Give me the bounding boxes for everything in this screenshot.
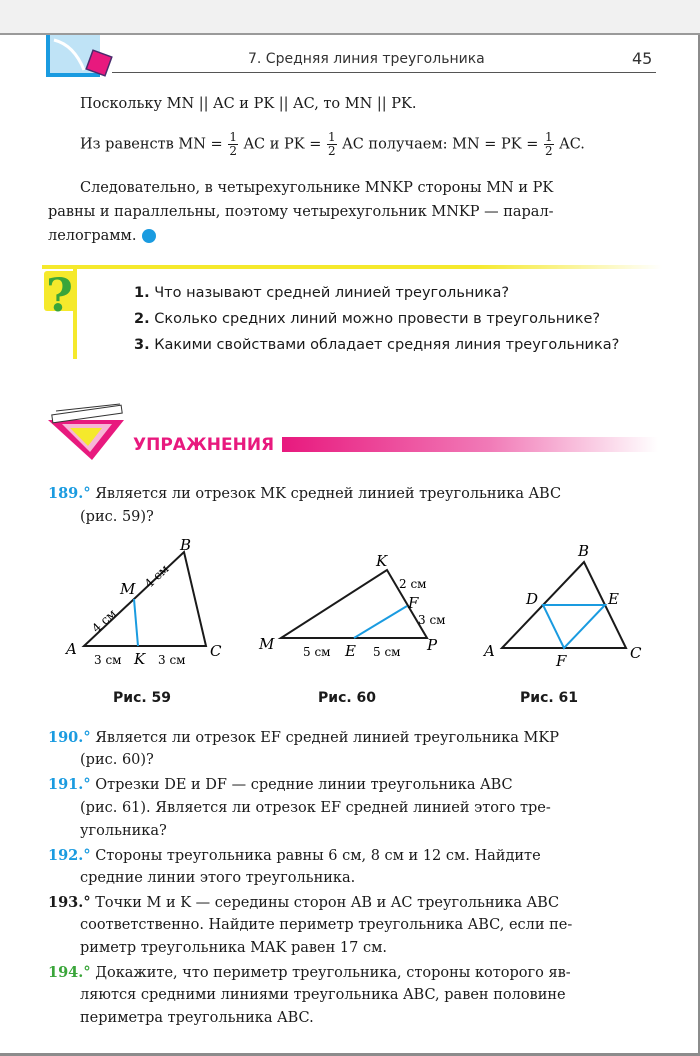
question-mark-glyph: ? [46,268,73,322]
exercise-193-line-2: соответственно. Найдите периметр треугольника ABC, если пе- [80,917,573,933]
figure-59-caption: Рис. 59 [113,690,172,706]
text-line-2-part-d: AC. [559,136,585,153]
fraction-one-half [327,131,337,158]
exercises-title-bar [282,437,658,452]
exercise-189-line-2: (рис. 59)? [80,509,154,525]
label-a: A [484,642,495,660]
exercise-number: 191.° [48,776,91,793]
label-b: B [578,542,590,560]
label-me-length: 5 см [303,645,331,659]
exercise-194-line-1 [48,964,571,981]
exercise-194-line-3: периметра треугольника ABC. [80,1010,314,1026]
end-of-proof-dot-icon [142,229,156,243]
exercise-number: 189.° [48,485,91,502]
label-kc-length: 3 см [158,653,186,667]
text-line-5 [48,228,156,244]
label-k: K [376,552,388,570]
questions-top-rule [42,265,662,269]
exercise-193-line-3: риметр треугольника MAK равен 17 см. [80,940,387,956]
label-p: P [427,636,438,654]
header-divider [112,72,656,73]
exercise-text: Стороны треугольника равны 6 см, 8 см и 12 см. Найдите [95,848,541,864]
label-am-length: 4 см [89,606,119,636]
exercise-191-line-3: угольника? [80,823,167,839]
question-item-1 [134,285,509,301]
fraction-denominator: 2 [327,144,336,158]
question-text: Сколько средних линий можно провести в треугольнике? [154,311,601,327]
exercise-text: Является ли отрезок EF средней линией треугольника MKP [95,730,559,746]
exercises-title: УПРАЖНЕНИЯ [133,435,275,455]
label-kf-length: 2 см [399,577,427,591]
question-number: 3. [134,337,150,353]
review-questions-box [42,265,662,365]
question-item-2 [134,311,600,327]
text-line-2-part-c: AC получаем: MN = PK = [342,136,539,153]
label-m: M [120,580,136,598]
ruler-triangle-icon [42,402,134,464]
exercise-text: Является ли отрезок MK средней линией треугольника ABC [95,486,562,502]
label-m: M [259,635,275,653]
fraction-one-half [228,131,238,158]
exercise-189-line-1 [48,485,561,502]
fraction-numerator: 1 [545,130,553,144]
label-fp-length: 3 см [418,613,446,627]
text-line-4: равны и параллельны, поэтому четырехугольник MNKP — парал- [48,204,554,220]
label-e: E [608,590,619,608]
label-f: F [556,652,567,670]
exercise-193-line-1 [48,894,559,911]
triangle-def [543,605,605,648]
text-line-2-part-b: AC и PK = [243,136,322,153]
exercise-text: Точки M и K — середины сторон AB и AC треугольника ABC [95,895,560,911]
segment-mk [134,599,138,646]
exercise-number: 192.° [48,847,91,864]
page-number: 45 [632,49,653,68]
label-b: B [180,538,192,554]
question-number: 1. [134,285,150,301]
exercise-text: Отрезки DE и DF — средние линии треугольника ABC [95,777,513,793]
figure-60-caption: Рис. 60 [318,690,377,706]
label-f: F [408,594,419,612]
exercise-194-line-2: ляются средними линиями треугольника ABC, равен половине [80,987,566,1003]
fraction-numerator: 1 [229,130,237,144]
exercise-190-line-2: (рис. 60)? [80,752,154,768]
label-ak-length: 3 см [94,653,122,667]
exercise-number: 193.° [48,894,91,911]
label-e: E [345,642,356,660]
question-mark-icon [42,267,82,333]
question-item-3 [134,337,619,353]
text-line-3: Следовательно, в четырехугольнике MNKP стороны MN и PK [80,180,554,196]
exercise-number: 194.° [48,964,91,981]
text-line-1: Поскольку MN || AC и PK || AC, то MN || PK. [80,96,417,112]
question-text: Что называют средней линией треугольника? [154,285,510,301]
figure-61-diagram [482,538,652,670]
fraction-numerator: 1 [327,130,336,144]
text-line-2-part-a: Из равенств MN = [80,136,223,153]
fraction-denominator: 2 [229,144,237,158]
label-k: K [134,650,146,668]
question-number: 2. [134,311,150,327]
label-a: A [66,640,77,658]
exercise-192-line-2: средние линии этого треугольника. [80,870,356,886]
label-ep-length: 5 см [373,645,401,659]
exercise-191-line-2: (рис. 61). Является ли отрезок EF средней линией этого тре- [80,800,551,816]
label-c: C [630,644,642,662]
page-header-title: 7. Средняя линия треугольника [248,51,485,67]
label-mb-length: 4 см [141,561,172,591]
text-line-2 [80,131,585,158]
figure-60-diagram [255,548,465,666]
exercise-191-line-1 [48,776,513,793]
exercise-number: 190.° [48,729,91,746]
exercise-text: Докажите, что периметр треугольника, стороны которого яв- [95,965,571,981]
exercise-192-line-1 [48,847,541,864]
corner-decoration-icon [44,35,124,80]
fraction-denominator: 2 [545,144,553,158]
fraction-one-half [544,131,554,158]
text-line-5-text: лелограмм. [48,228,137,244]
segment-ef [354,606,407,638]
question-text: Какими свойствами обладает средняя линия треугольника? [154,337,620,353]
exercise-190-line-1 [48,729,559,746]
figure-61-caption: Рис. 61 [520,690,579,706]
label-d: D [526,590,539,608]
label-c: C [210,642,222,660]
viewer-top-bar [0,0,700,35]
figure-59-diagram [60,538,230,670]
